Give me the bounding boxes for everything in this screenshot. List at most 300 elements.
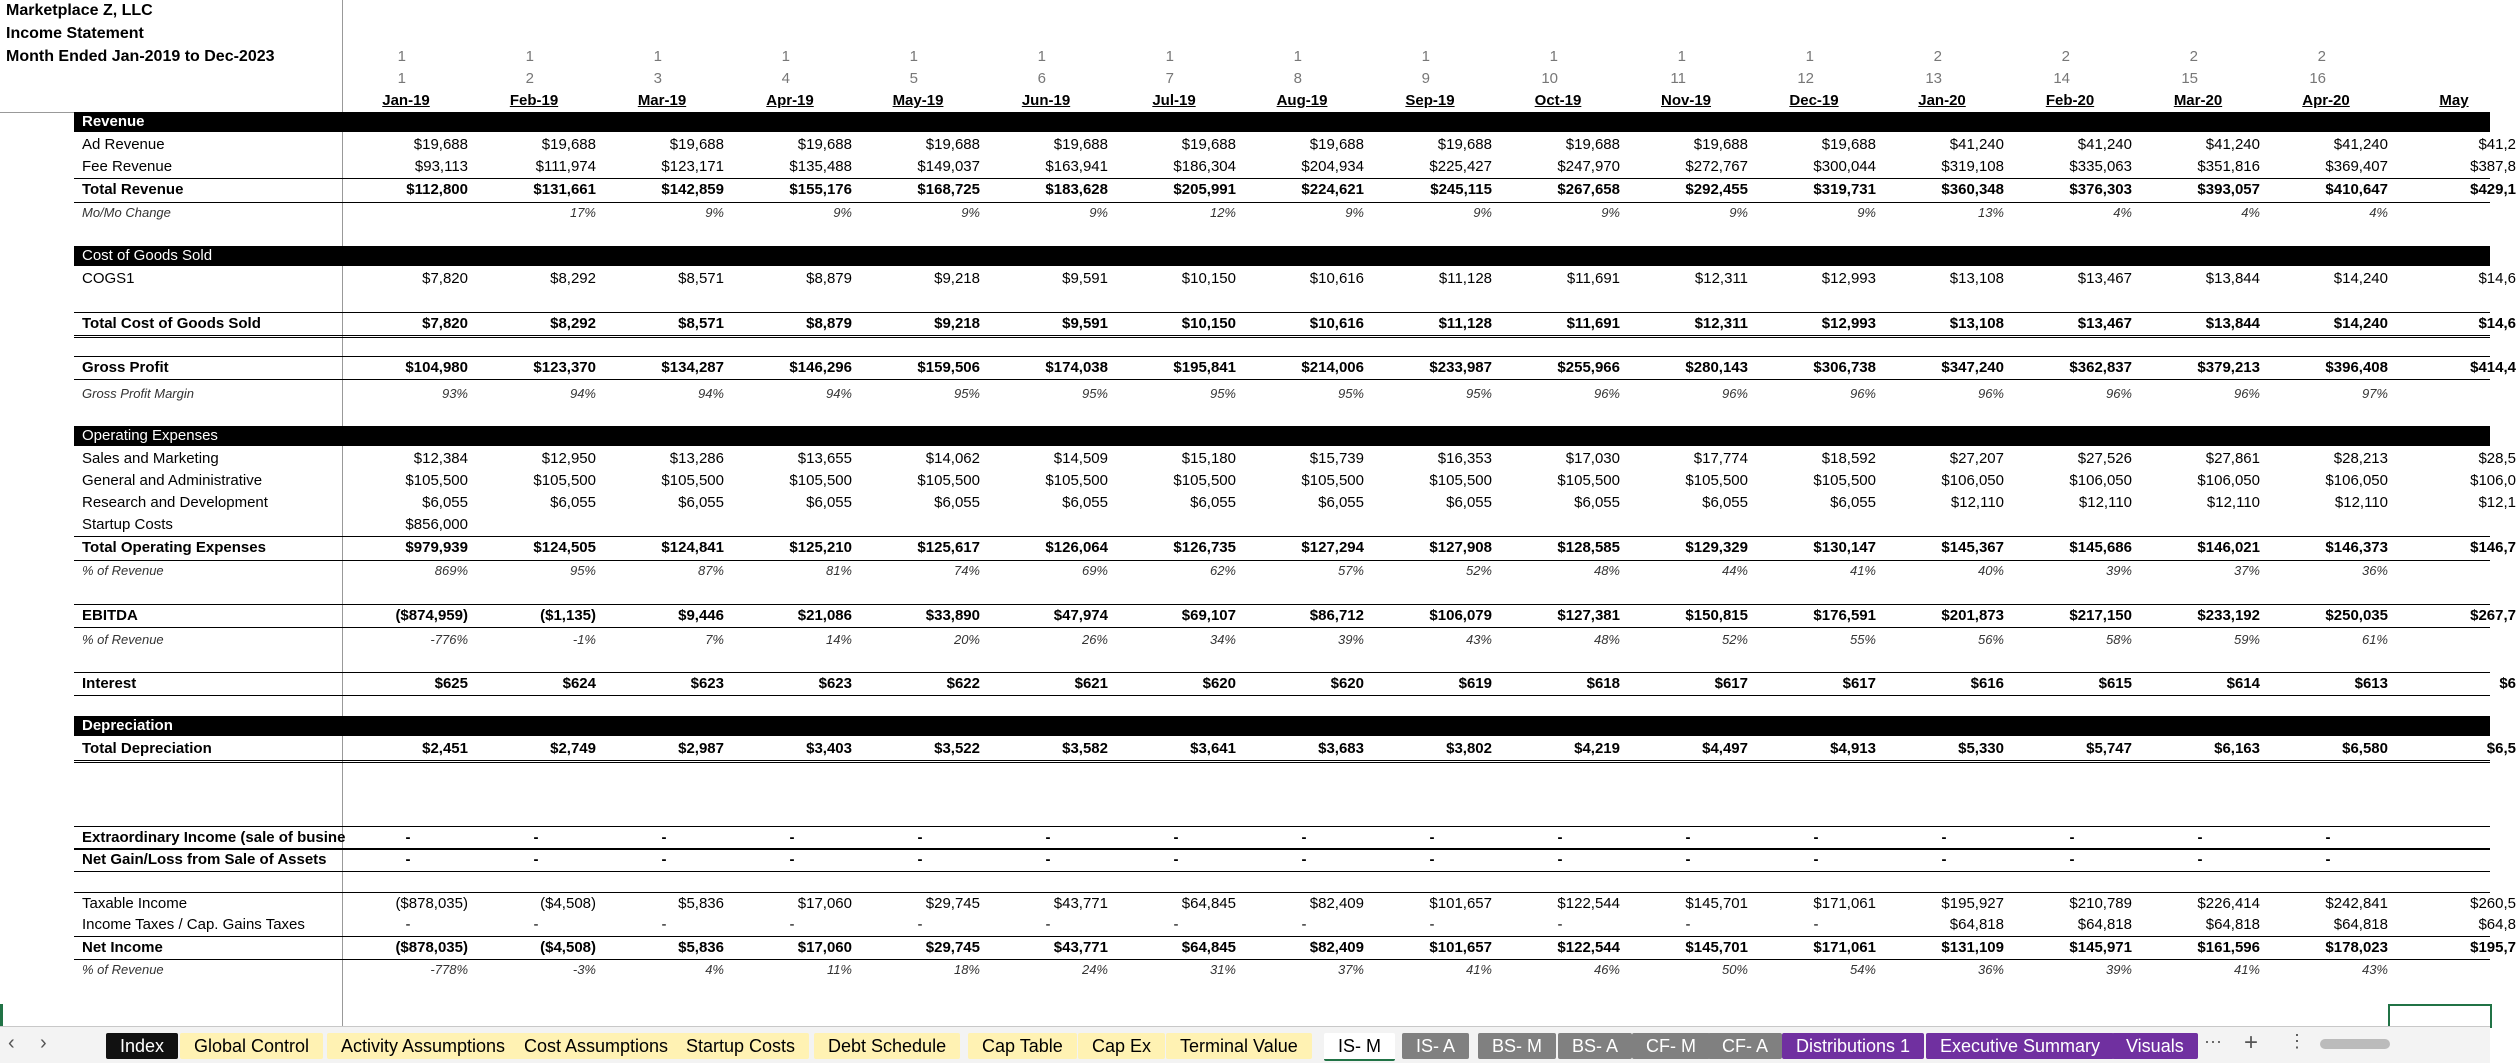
cell-feb-20[interactable]: $335,063 — [2069, 158, 2132, 175]
cell-oct-19[interactable]: $19,688 — [1565, 136, 1620, 153]
tab-cf-m[interactable]: CF- M — [1632, 1033, 1710, 1059]
cell-mar-20[interactable]: 59% — [2233, 632, 2260, 647]
cell-dec-19[interactable]: $12,993 — [1821, 270, 1876, 287]
cell-sep-19[interactable]: $101,657 — [1429, 939, 1492, 956]
cell-feb-19[interactable]: 95% — [569, 563, 596, 578]
cell-sep-19[interactable]: 52% — [1465, 563, 1492, 578]
cell-jun-19[interactable]: 9% — [1089, 205, 1108, 220]
cell-apr-20[interactable]: 61% — [2361, 632, 2388, 647]
cell-apr-20[interactable]: - — [2325, 829, 2331, 846]
cell-jul-19[interactable]: 31% — [1209, 962, 1236, 977]
cell-mar-20[interactable]: $13,844 — [2205, 270, 2260, 287]
cell-jul-19[interactable]: $205,991 — [1173, 181, 1236, 198]
tab-visuals[interactable]: Visuals — [2112, 1033, 2198, 1059]
cell-feb-19[interactable]: - — [533, 916, 539, 933]
cell-may-19[interactable]: $29,745 — [925, 895, 980, 912]
cell-feb-20[interactable]: 58% — [2105, 632, 2132, 647]
cell-may[interactable]: $146,7 — [2470, 539, 2516, 556]
cell-apr-20[interactable]: 36% — [2361, 563, 2388, 578]
cell-sep-19[interactable]: $245,115 — [1430, 181, 1492, 198]
cell-mar-19[interactable]: $105,500 — [661, 472, 724, 489]
cell-mar-19[interactable]: $8,571 — [678, 270, 724, 287]
cell-feb-19[interactable]: 94% — [569, 386, 596, 401]
cell-may-19[interactable]: $9,218 — [934, 270, 980, 287]
cell-sep-19[interactable]: - — [1429, 829, 1435, 846]
cell-jun-19[interactable]: $174,038 — [1045, 359, 1108, 376]
cell-jan-20[interactable]: $5,330 — [1958, 740, 2004, 757]
cell-aug-19[interactable]: $19,688 — [1309, 136, 1364, 153]
cell-jan-20[interactable]: $13,108 — [1949, 315, 2004, 332]
cell-jan-20[interactable]: $195,927 — [1941, 895, 2004, 912]
cell-aug-19[interactable]: $204,934 — [1301, 158, 1364, 175]
cell-apr-19[interactable]: $17,060 — [797, 895, 852, 912]
cell-jan-20[interactable]: $27,207 — [1949, 450, 2004, 467]
cell-jul-19[interactable]: $64,845 — [1181, 895, 1236, 912]
cell-mar-19[interactable]: $6,055 — [678, 494, 724, 511]
cell-sep-19[interactable]: $11,128 — [1438, 315, 1492, 332]
cell-oct-19[interactable]: $122,544 — [1557, 895, 1620, 912]
cell-apr-19[interactable]: $19,688 — [797, 136, 852, 153]
cell-jan-19[interactable]: $7,820 — [422, 270, 468, 287]
cell-feb-19[interactable]: $19,688 — [541, 136, 596, 153]
cell-may-19[interactable]: $149,037 — [917, 158, 980, 175]
cell-feb-20[interactable]: $145,686 — [2069, 539, 2132, 556]
cell-sep-19[interactable]: $101,657 — [1429, 895, 1492, 912]
cell-jan-20[interactable]: $319,108 — [1941, 158, 2004, 175]
cell-feb-19[interactable]: -1% — [572, 632, 596, 647]
cell-may-19[interactable]: 74% — [953, 563, 980, 578]
cell-jun-19[interactable]: $43,771 — [1053, 939, 1108, 956]
cell-jun-19[interactable]: - — [1045, 916, 1051, 933]
cell-dec-19[interactable]: $176,591 — [1813, 607, 1876, 624]
cell-mar-19[interactable]: $9,446 — [678, 607, 724, 624]
tab-terminal-value[interactable]: Terminal Value — [1166, 1033, 1312, 1059]
cell-apr-20[interactable]: $396,408 — [2325, 359, 2388, 376]
cell-mar-20[interactable]: $379,213 — [2197, 359, 2260, 376]
cell-dec-19[interactable]: $4,913 — [1830, 740, 1876, 757]
cell-mar-20[interactable]: $393,057 — [2197, 181, 2260, 198]
cell-jun-19[interactable]: $14,509 — [1053, 450, 1108, 467]
cell-dec-19[interactable]: $130,147 — [1813, 539, 1876, 556]
cell-apr-20[interactable]: $6,580 — [2342, 740, 2388, 757]
row-label[interactable]: Gross Profit — [82, 359, 169, 376]
cell-apr-19[interactable]: $135,488 — [789, 158, 852, 175]
cell-sep-19[interactable]: $105,500 — [1429, 472, 1492, 489]
cell-jun-19[interactable]: $621 — [1074, 675, 1108, 692]
cell-jun-19[interactable]: $163,941 — [1045, 158, 1108, 175]
cell-feb-19[interactable]: $8,292 — [550, 315, 596, 332]
cell-feb-20[interactable]: 39% — [2105, 563, 2132, 578]
cell-jan-20[interactable]: $41,240 — [1949, 136, 2004, 153]
cell-jan-19[interactable]: $112,800 — [406, 181, 468, 198]
cell-nov-19[interactable]: $280,143 — [1685, 359, 1748, 376]
cell-sep-19[interactable]: 9% — [1473, 205, 1492, 220]
cell-may[interactable]: $106,0 — [2470, 472, 2516, 489]
cell-may-19[interactable]: - — [917, 829, 923, 846]
cell-feb-20[interactable]: 96% — [2105, 386, 2132, 401]
cell-aug-19[interactable]: $10,616 — [1309, 270, 1364, 287]
cell-apr-20[interactable]: 4% — [2369, 205, 2388, 220]
row-label[interactable]: Income Taxes / Cap. Gains Taxes — [82, 916, 305, 933]
cell-apr-20[interactable]: $14,240 — [2333, 315, 2388, 332]
cell-oct-19[interactable]: $105,500 — [1557, 472, 1620, 489]
cell-aug-19[interactable]: - — [1301, 916, 1307, 933]
cell-jan-19[interactable]: $6,055 — [422, 494, 468, 511]
cell-apr-19[interactable]: - — [789, 851, 795, 868]
row-label[interactable]: Total Depreciation — [82, 740, 212, 757]
cell-may-19[interactable]: $159,506 — [917, 359, 980, 376]
cell-feb-19[interactable]: -3% — [572, 962, 596, 977]
row-label[interactable]: Net Gain/Loss from Sale of Assets — [82, 851, 327, 868]
cell-mar-19[interactable]: $2,987 — [678, 740, 724, 757]
cell-nov-19[interactable]: $292,455 — [1685, 181, 1748, 198]
cell-oct-19[interactable]: $267,658 — [1557, 181, 1620, 198]
cell-may[interactable]: $429,1 — [2470, 181, 2516, 198]
cell-feb-20[interactable]: $217,150 — [2069, 607, 2132, 624]
cell-may-19[interactable]: $622 — [946, 675, 980, 692]
cell-oct-19[interactable]: 46% — [1593, 962, 1620, 977]
cell-jun-19[interactable]: $43,771 — [1053, 895, 1108, 912]
cell-jun-19[interactable]: 24% — [1081, 962, 1108, 977]
cell-apr-19[interactable]: $6,055 — [806, 494, 852, 511]
cell-nov-19[interactable]: $105,500 — [1685, 472, 1748, 489]
cell-nov-19[interactable]: $6,055 — [1702, 494, 1748, 511]
cell-dec-19[interactable]: $300,044 — [1813, 158, 1876, 175]
cell-feb-20[interactable]: $145,971 — [2069, 939, 2132, 956]
cell-mar-19[interactable]: - — [661, 829, 667, 846]
row-label[interactable]: General and Administrative — [82, 472, 263, 489]
cell-sep-19[interactable]: $16,353 — [1437, 450, 1492, 467]
cell-nov-19[interactable]: $145,701 — [1685, 939, 1748, 956]
cell-may[interactable]: $14,6 — [2478, 315, 2516, 332]
cell-jan-20[interactable]: $131,109 — [1941, 939, 2004, 956]
cell-jul-19[interactable]: $126,735 — [1173, 539, 1236, 556]
cell-jan-19[interactable]: - — [405, 851, 411, 868]
cell-apr-20[interactable]: $146,373 — [2325, 539, 2388, 556]
tab-executive-summary[interactable]: Executive Summary — [1926, 1033, 2114, 1059]
cell-dec-19[interactable]: $6,055 — [1830, 494, 1876, 511]
cell-aug-19[interactable]: $10,616 — [1309, 315, 1364, 332]
cell-feb-20[interactable]: $210,789 — [2069, 895, 2132, 912]
cell-jun-19[interactable]: $105,500 — [1045, 472, 1108, 489]
cell-dec-19[interactable]: - — [1813, 851, 1819, 868]
cell-sep-19[interactable]: $106,079 — [1429, 607, 1492, 624]
cell-mar-19[interactable]: 87% — [697, 563, 724, 578]
cell-oct-19[interactable]: $128,585 — [1557, 539, 1620, 556]
cell-may-19[interactable]: $9,218 — [934, 315, 980, 332]
cell-jun-19[interactable]: 69% — [1081, 563, 1108, 578]
cell-jan-20[interactable]: $13,108 — [1949, 270, 2004, 287]
row-label[interactable]: Ad Revenue — [82, 136, 165, 153]
cell-oct-19[interactable]: 96% — [1593, 386, 1620, 401]
cell-jul-19[interactable]: 12% — [1209, 205, 1236, 220]
cell-mar-19[interactable]: 94% — [697, 386, 724, 401]
cell-feb-20[interactable]: $12,110 — [2078, 494, 2132, 511]
cell-feb-20[interactable]: $13,467 — [2077, 270, 2132, 287]
tab-is-m[interactable]: IS- M — [1324, 1033, 1395, 1061]
cell-mar-20[interactable]: $106,050 — [2197, 472, 2260, 489]
cell-may[interactable]: $6,5 — [2486, 740, 2516, 757]
cell-jan-20[interactable]: $347,240 — [1941, 359, 2004, 376]
tab-is-a[interactable]: IS- A — [1402, 1033, 1469, 1059]
cell-may[interactable]: $414,4 — [2470, 359, 2516, 376]
row-label[interactable]: Gross Profit Margin — [82, 386, 194, 401]
row-label[interactable]: Net Income — [82, 939, 163, 956]
cell-nov-19[interactable]: - — [1685, 851, 1691, 868]
cell-nov-19[interactable]: - — [1685, 829, 1691, 846]
cell-dec-19[interactable]: $18,592 — [1821, 450, 1876, 467]
cell-feb-20[interactable]: 39% — [2105, 962, 2132, 977]
cell-may-19[interactable]: 9% — [961, 205, 980, 220]
cell-oct-19[interactable]: $127,381 — [1557, 607, 1620, 624]
cell-dec-19[interactable]: $171,061 — [1813, 939, 1876, 956]
cell-sep-19[interactable]: 95% — [1465, 386, 1492, 401]
row-label[interactable]: Total Operating Expenses — [82, 539, 266, 556]
cell-apr-19[interactable]: $8,879 — [806, 270, 852, 287]
cell-jun-19[interactable]: $3,582 — [1062, 740, 1108, 757]
cell-jul-19[interactable]: $69,107 — [1181, 607, 1236, 624]
cell-apr-19[interactable]: $125,210 — [789, 539, 852, 556]
cell-dec-19[interactable]: - — [1813, 829, 1819, 846]
cell-feb-19[interactable]: $2,749 — [550, 740, 596, 757]
cell-jan-19[interactable]: 869% — [434, 563, 468, 578]
cell-feb-19[interactable]: $8,292 — [550, 270, 596, 287]
cell-apr-20[interactable]: $41,240 — [2333, 136, 2388, 153]
cell-dec-19[interactable]: $19,688 — [1821, 136, 1876, 153]
tab-cost-assumptions[interactable]: Cost Assumptions — [510, 1033, 682, 1059]
cell-apr-20[interactable]: $64,818 — [2333, 916, 2388, 933]
cell-feb-19[interactable]: $131,661 — [533, 181, 596, 198]
cell-apr-20[interactable]: $369,407 — [2325, 158, 2388, 175]
cell-feb-20[interactable]: $27,526 — [2077, 450, 2132, 467]
cell-oct-19[interactable]: $247,970 — [1557, 158, 1620, 175]
cell-apr-19[interactable]: 14% — [825, 632, 852, 647]
cell-dec-19[interactable]: $617 — [1842, 675, 1876, 692]
cell-oct-19[interactable]: - — [1557, 916, 1563, 933]
cell-jan-19[interactable]: - — [405, 829, 411, 846]
cell-jan-20[interactable]: - — [1941, 851, 1947, 868]
cell-dec-19[interactable]: $319,731 — [1813, 181, 1876, 198]
cell-jul-19[interactable]: $10,150 — [1181, 315, 1236, 332]
cell-jul-19[interactable]: $19,688 — [1181, 136, 1236, 153]
cell-jan-20[interactable]: $106,050 — [1941, 472, 2004, 489]
cell-apr-20[interactable]: $410,647 — [2325, 181, 2388, 198]
tab-cap-table[interactable]: Cap Table — [968, 1033, 1077, 1059]
cell-oct-19[interactable]: $11,691 — [1566, 315, 1620, 332]
cell-apr-19[interactable]: - — [789, 916, 795, 933]
cell-mar-20[interactable]: $614 — [2226, 675, 2260, 692]
cell-jul-19[interactable]: $620 — [1202, 675, 1236, 692]
cell-mar-19[interactable]: $13,286 — [669, 450, 724, 467]
cell-jan-19[interactable]: $2,451 — [422, 740, 468, 757]
cell-may-19[interactable]: $19,688 — [925, 136, 980, 153]
cell-mar-20[interactable]: 37% — [2233, 563, 2260, 578]
cell-aug-19[interactable]: 37% — [1337, 962, 1364, 977]
cell-may-19[interactable]: $125,617 — [917, 539, 980, 556]
row-label[interactable]: Interest — [82, 675, 137, 692]
cell-aug-19[interactable]: $82,409 — [1309, 939, 1364, 956]
cell-may-19[interactable]: $29,745 — [925, 939, 980, 956]
cell-jan-20[interactable]: $360,348 — [1941, 181, 2004, 198]
cell-feb-19[interactable]: $6,055 — [550, 494, 596, 511]
cell-may[interactable]: $28,5 — [2478, 450, 2516, 467]
cell-jul-19[interactable]: - — [1173, 916, 1179, 933]
cell-jan-19[interactable]: $856,000 — [405, 516, 468, 533]
cell-mar-20[interactable]: - — [2197, 829, 2203, 846]
cell-oct-19[interactable]: $6,055 — [1574, 494, 1620, 511]
cell-aug-19[interactable]: $3,683 — [1318, 740, 1364, 757]
cell-sep-19[interactable]: $3,802 — [1446, 740, 1492, 757]
cell-mar-19[interactable]: $142,859 — [661, 181, 724, 198]
cell-dec-19[interactable]: $171,061 — [1813, 895, 1876, 912]
cell-may[interactable]: $260,5 — [2470, 895, 2516, 912]
cell-oct-19[interactable]: $17,030 — [1565, 450, 1620, 467]
cell-nov-19[interactable]: $19,688 — [1693, 136, 1748, 153]
cell-dec-19[interactable]: $306,738 — [1813, 359, 1876, 376]
cell-feb-20[interactable]: $615 — [2098, 675, 2132, 692]
cell-aug-19[interactable]: 57% — [1337, 563, 1364, 578]
cell-jun-19[interactable]: 95% — [1081, 386, 1108, 401]
cell-jul-19[interactable]: - — [1173, 851, 1179, 868]
cell-oct-19[interactable]: $255,966 — [1557, 359, 1620, 376]
cell-nov-19[interactable]: 44% — [1721, 563, 1748, 578]
cell-jun-19[interactable]: - — [1045, 851, 1051, 868]
cell-aug-19[interactable]: $6,055 — [1318, 494, 1364, 511]
cell-feb-20[interactable]: $64,818 — [2077, 916, 2132, 933]
cell-jul-19[interactable]: $3,641 — [1190, 740, 1236, 757]
cell-mar-19[interactable]: $19,688 — [669, 136, 724, 153]
cell-oct-19[interactable]: - — [1557, 851, 1563, 868]
cell-oct-19[interactable]: 9% — [1601, 205, 1620, 220]
tab-activity-assumptions[interactable]: Activity Assumptions — [327, 1033, 519, 1059]
row-label[interactable]: COGS1 — [82, 270, 135, 287]
row-label[interactable]: Startup Costs — [82, 516, 173, 533]
cell-apr-20[interactable]: 97% — [2361, 386, 2388, 401]
cell-aug-19[interactable]: 95% — [1337, 386, 1364, 401]
cell-jun-19[interactable]: $9,591 — [1062, 270, 1108, 287]
cell-jan-20[interactable]: 56% — [1977, 632, 2004, 647]
cell-may-19[interactable]: - — [917, 916, 923, 933]
cell-feb-19[interactable]: ($1,135) — [540, 607, 596, 624]
cell-apr-19[interactable]: $146,296 — [789, 359, 852, 376]
cell-feb-20[interactable]: $362,837 — [2069, 359, 2132, 376]
cell-jul-19[interactable]: 62% — [1209, 563, 1236, 578]
cell-jun-19[interactable]: $19,688 — [1053, 136, 1108, 153]
cell-aug-19[interactable]: $127,294 — [1301, 539, 1364, 556]
row-label[interactable]: Fee Revenue — [82, 158, 173, 175]
cell-may[interactable]: $14,6 — [2478, 270, 2516, 287]
cell-may[interactable]: $64,8 — [2478, 916, 2516, 933]
cell-feb-20[interactable]: $13,467 — [2077, 315, 2132, 332]
row-label[interactable]: Sales and Marketing — [82, 450, 219, 467]
cell-feb-19[interactable]: $12,950 — [541, 450, 596, 467]
tab-options-icon[interactable]: ⋮ — [2288, 1031, 2306, 1051]
cell-apr-20[interactable]: $613 — [2354, 675, 2388, 692]
cell-apr-20[interactable]: $250,035 — [2325, 607, 2388, 624]
cell-jun-19[interactable]: $183,628 — [1045, 181, 1108, 198]
cell-nov-19[interactable]: 50% — [1721, 962, 1748, 977]
cell-mar-20[interactable]: $64,818 — [2205, 916, 2260, 933]
cell-dec-19[interactable]: $105,500 — [1813, 472, 1876, 489]
row-label[interactable]: Total Revenue — [82, 181, 184, 198]
selected-cell[interactable] — [2388, 1004, 2492, 1028]
cell-jan-20[interactable]: 36% — [1977, 962, 2004, 977]
cell-sep-19[interactable]: 43% — [1465, 632, 1492, 647]
cell-jul-19[interactable]: $10,150 — [1181, 270, 1236, 287]
cell-feb-19[interactable]: ($4,508) — [540, 895, 596, 912]
cell-apr-19[interactable]: $623 — [818, 675, 852, 692]
cell-apr-20[interactable]: $106,050 — [2325, 472, 2388, 489]
cell-nov-19[interactable]: $272,767 — [1685, 158, 1748, 175]
cell-feb-19[interactable]: $105,500 — [533, 472, 596, 489]
row-label[interactable]: Total Cost of Goods Sold — [82, 315, 261, 332]
cell-dec-19[interactable]: - — [1813, 916, 1819, 933]
cell-feb-20[interactable]: - — [2069, 851, 2075, 868]
tab-startup-costs[interactable]: Startup Costs — [672, 1033, 809, 1059]
cell-feb-19[interactable]: - — [533, 851, 539, 868]
cell-sep-19[interactable]: $19,688 — [1437, 136, 1492, 153]
cell-apr-19[interactable]: $21,086 — [797, 607, 852, 624]
cell-nov-19[interactable]: $12,311 — [1694, 270, 1748, 287]
cell-aug-19[interactable]: - — [1301, 829, 1307, 846]
cell-may[interactable]: $6 — [2499, 675, 2516, 692]
cell-jul-19[interactable]: 34% — [1209, 632, 1236, 647]
cell-jan-19[interactable]: -776% — [430, 632, 468, 647]
cell-mar-19[interactable]: $123,171 — [661, 158, 724, 175]
cell-sep-19[interactable]: $6,055 — [1446, 494, 1492, 511]
tab-index[interactable]: Index — [106, 1033, 178, 1059]
cell-sep-19[interactable]: $225,427 — [1429, 158, 1492, 175]
cell-feb-20[interactable]: - — [2069, 829, 2075, 846]
horizontal-scrollbar[interactable] — [2320, 1039, 2390, 1049]
cell-oct-19[interactable]: $11,691 — [1566, 270, 1620, 287]
cell-may[interactable]: $12,1 — [2478, 494, 2516, 511]
cell-mar-19[interactable]: $134,287 — [661, 359, 724, 376]
cell-mar-19[interactable]: $5,836 — [678, 895, 724, 912]
cell-apr-20[interactable]: $178,023 — [2325, 939, 2388, 956]
cell-jun-19[interactable]: $47,974 — [1053, 607, 1108, 624]
tab-cf-a[interactable]: CF- A — [1708, 1033, 1782, 1059]
cell-aug-19[interactable]: $620 — [1330, 675, 1364, 692]
cell-jan-19[interactable]: ($878,035) — [395, 895, 468, 912]
row-label[interactable]: Research and Development — [82, 494, 268, 511]
cell-aug-19[interactable]: $15,739 — [1309, 450, 1364, 467]
cell-mar-20[interactable]: $27,861 — [2205, 450, 2260, 467]
row-label[interactable]: Mo/Mo Change — [82, 205, 171, 220]
cell-mar-20[interactable]: $226,414 — [2197, 895, 2260, 912]
cell-jul-19[interactable]: $195,841 — [1173, 359, 1236, 376]
cell-apr-19[interactable]: $155,176 — [789, 181, 852, 198]
cell-jun-19[interactable]: 26% — [1081, 632, 1108, 647]
cell-nov-19[interactable]: $12,311 — [1694, 315, 1748, 332]
cell-nov-19[interactable]: 52% — [1721, 632, 1748, 647]
cell-jan-19[interactable]: 93% — [441, 386, 468, 401]
cell-jan-19[interactable]: $12,384 — [413, 450, 468, 467]
cell-nov-19[interactable]: 9% — [1729, 205, 1748, 220]
cell-apr-19[interactable]: $3,403 — [806, 740, 852, 757]
tab-debt-schedule[interactable]: Debt Schedule — [814, 1033, 960, 1059]
cell-nov-19[interactable]: $145,701 — [1685, 895, 1748, 912]
cell-jun-19[interactable]: - — [1045, 829, 1051, 846]
cell-mar-20[interactable]: $146,021 — [2197, 539, 2260, 556]
cell-apr-20[interactable]: 43% — [2361, 962, 2388, 977]
cell-jun-19[interactable]: $126,064 — [1045, 539, 1108, 556]
cell-jun-19[interactable]: $9,591 — [1062, 315, 1108, 332]
cell-aug-19[interactable]: 39% — [1337, 632, 1364, 647]
add-sheet-icon[interactable]: + — [2244, 1029, 2259, 1056]
cell-sep-19[interactable]: 41% — [1465, 962, 1492, 977]
tab-global-control[interactable]: Global Control — [180, 1033, 323, 1059]
